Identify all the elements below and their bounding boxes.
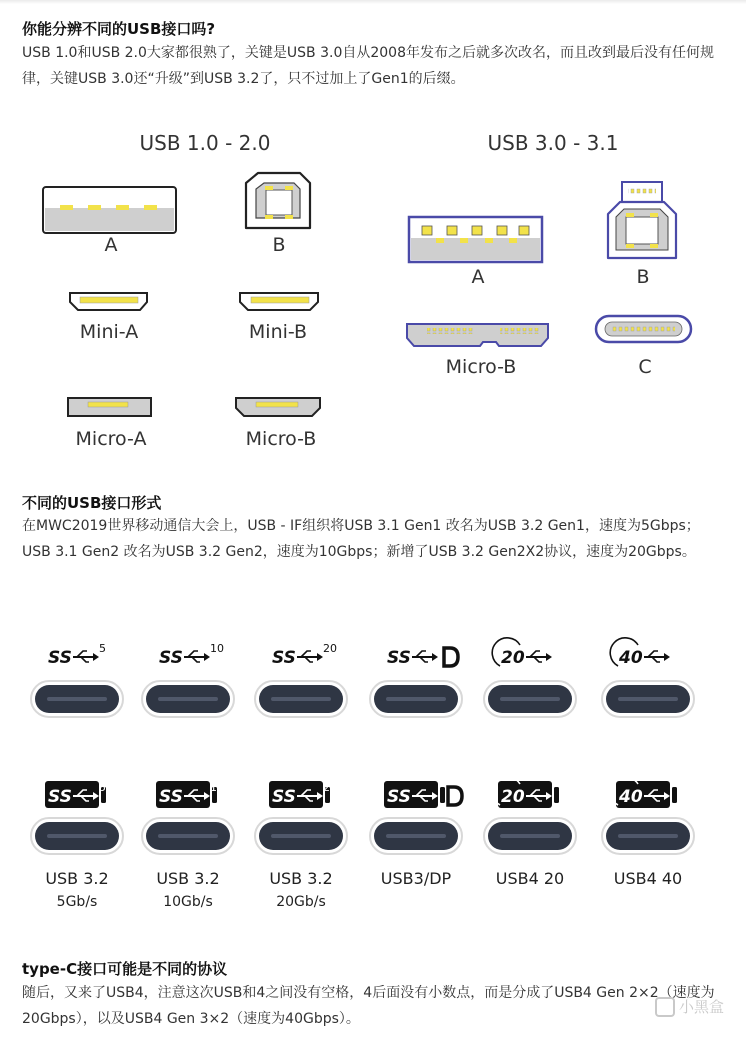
- logo-text: SS: [387, 787, 411, 807]
- usb3-a-connector: [409, 217, 542, 262]
- bottom-logo-4: [384, 781, 462, 808]
- logo-text: SS: [387, 648, 411, 668]
- caption-line1: USB 3.2: [269, 869, 333, 888]
- bottom-logo-6: [610, 777, 677, 808]
- bottom-typec-port-5: [484, 818, 576, 854]
- bottom-logo-row: [45, 777, 677, 808]
- usb-c-connector: [596, 316, 691, 342]
- bottom-typec-port-3: [255, 818, 347, 854]
- bottom-typec-port-1: [31, 818, 123, 854]
- usb2-micro-b-connector: [236, 398, 320, 416]
- logo-superscript: 10: [210, 642, 224, 655]
- logo-superscript: 5: [99, 642, 106, 655]
- logo-text: SS: [272, 787, 296, 807]
- top-logo-1: [48, 642, 106, 668]
- usb2-mini-b-connector: [240, 293, 318, 310]
- watermark-logo-icon: [655, 997, 675, 1017]
- top-logo-6: [610, 638, 670, 668]
- section1-paragraph: USB 1.0和USB 2.0大家都很熟了，关键是USB 3.0自从2008年发布之后就多次改名，而且改到最后没有任何规律，关键USB 3.0还“升级”到USB 3.2了，只不过加上了Gen1的后缀。: [22, 45, 714, 87]
- caption-line2: 10Gb/s: [163, 894, 213, 910]
- bottom-port-row: [31, 818, 694, 854]
- bottom-typec-port-2: [142, 818, 234, 854]
- caption-line1: USB 3.2: [45, 869, 109, 888]
- top-typec-port-2: [142, 681, 234, 717]
- logo-text: 40: [619, 787, 643, 807]
- typec-logo-figure: [0, 630, 746, 920]
- caption-row: [45, 869, 682, 910]
- logo-text: SS: [159, 648, 183, 668]
- usb2-mini-b-label: Mini-B: [248, 321, 308, 343]
- bottom-typec-port-4: [370, 818, 462, 854]
- caption-line1: USB4 20: [495, 869, 565, 888]
- top-typec-port-6: [602, 681, 694, 717]
- section2-paragraph: 在MWC2019世界移动通信大会上，USB - IF组织将USB 3.1 Gen1 改名为USB 3.2 Gen1，速度为5Gbps；USB 3.1 Gen2 改名为USB 3.2 Gen2，速度为10Gbps；新增了USB 3.2 Gen2X2协议，速度为20Gbps。: [22, 518, 700, 560]
- top-logo-row: [48, 638, 670, 668]
- usb2-mini-a-connector: [70, 293, 147, 310]
- caption-line1: USB4 40: [613, 869, 683, 888]
- top-divider: [0, 0, 746, 4]
- top-typec-port-1: [31, 681, 123, 717]
- usb2-a-label: A: [104, 234, 118, 256]
- section2-title: 不同的USB接口形式: [22, 494, 162, 512]
- logo-text: 20: [501, 787, 525, 807]
- usb2-micro-a-label: Micro-A: [75, 428, 147, 450]
- bottom-logo-5: [492, 777, 559, 808]
- logo-superscript: 5: [99, 781, 106, 794]
- caption-line1: USB 3.2: [156, 869, 220, 888]
- logo-superscript: 10: [210, 781, 224, 794]
- logo-superscript: 20: [323, 781, 337, 794]
- usb3-micro-b-label: Micro-B: [445, 356, 517, 378]
- bottom-logo-1: [45, 781, 106, 808]
- logo-text: SS: [48, 787, 72, 807]
- section1-title: 你能分辨不同的USB接口吗?: [22, 20, 216, 38]
- top-port-row: [31, 681, 694, 717]
- top-typec-port-5: [484, 681, 576, 717]
- usb3-b-label: B: [636, 266, 650, 288]
- top-logo-2: [159, 642, 224, 668]
- watermark-text: 小黑盒: [678, 998, 724, 1016]
- usb3-group-title: USB 3.0 - 3.1: [487, 131, 619, 155]
- usb2-micro-b-label: Micro-B: [245, 428, 317, 450]
- section3-title: type-C接口可能是不同的协议: [22, 960, 228, 978]
- usb2-a-connector: [43, 187, 176, 233]
- bottom-logo-3: [269, 781, 337, 808]
- usb2-b-connector: [246, 173, 310, 228]
- logo-text: 40: [619, 648, 643, 668]
- top-typec-port-3: [255, 681, 347, 717]
- logo-text: 20: [501, 648, 525, 668]
- logo-text: SS: [159, 787, 183, 807]
- usb2-group-title: USB 1.0 - 2.0: [139, 131, 271, 155]
- watermark: [655, 996, 724, 1017]
- top-logo-5: [492, 638, 552, 668]
- logo-superscript: 20: [323, 642, 337, 655]
- usb3-a-label: A: [471, 266, 485, 288]
- top-typec-port-4: [370, 681, 462, 717]
- usb2-mini-a-label: Mini-A: [79, 321, 139, 343]
- usb2-micro-a-connector: [68, 398, 151, 416]
- usb-c-label: C: [638, 356, 652, 378]
- usb3-micro-b-connector: [407, 324, 548, 346]
- caption-line2: 5Gb/s: [56, 894, 98, 910]
- bottom-typec-port-6: [602, 818, 694, 854]
- logo-text: SS: [48, 648, 72, 668]
- caption-line2: 20Gb/s: [276, 894, 326, 910]
- bottom-logo-2: [156, 781, 224, 808]
- usb2-b-label: B: [272, 234, 286, 256]
- usb-connector-figure: [0, 110, 746, 460]
- top-logo-4: [387, 648, 458, 668]
- section3-paragraph: 随后，又来了USB4，注意这次USB和4之间没有空格，4后面没有小数点，而是分成了USB4 Gen 2×2（速度为20Gbps），以及USB4 Gen 3×2（速度为40Gbps）。: [22, 985, 715, 1027]
- logo-text: SS: [272, 648, 296, 668]
- caption-line1: USB3/DP: [380, 869, 452, 888]
- usb3-b-connector: [608, 182, 676, 258]
- top-logo-3: [272, 642, 337, 668]
